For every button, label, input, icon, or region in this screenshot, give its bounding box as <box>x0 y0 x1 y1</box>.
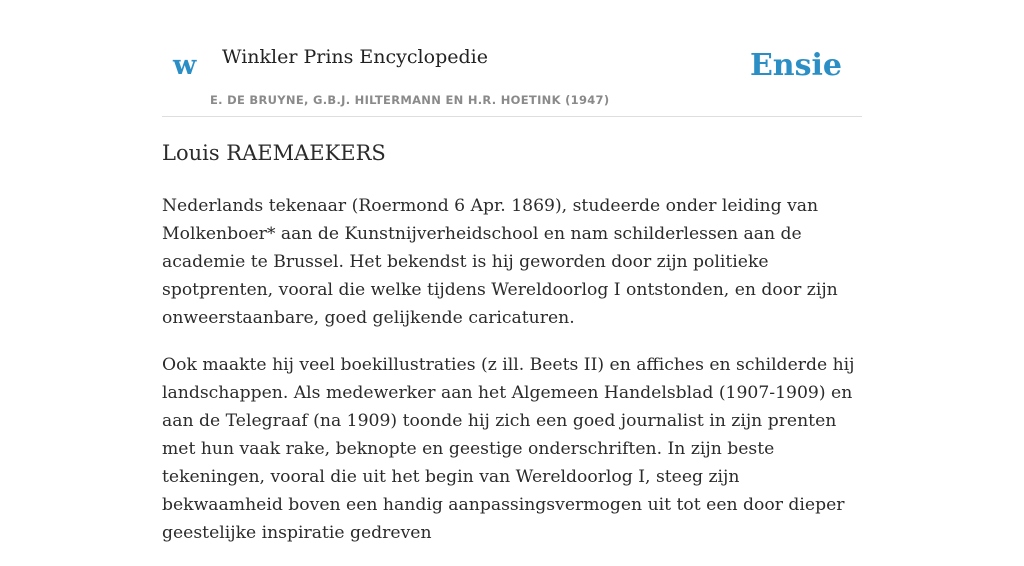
article-page <box>162 0 862 543</box>
article-body <box>162 192 862 566</box>
ensie-logo[interactable]: Ensie <box>749 48 842 83</box>
entry-title: Louis RAEMAEKERS <box>162 141 386 165</box>
paragraph: Ook maakte hij veel boekillustraties (z ill. Beets II) en affiches en schilderde hij landschappen. Als medewerker aan het Algemeen Handelsblad (1907-1909) en aan de Telegraaf (na 1909) toonde hij zich een goed journalist in zijn prenten met hun vaak rake, beknopte en geestige onderschriften. In zijn beste tekeningen, vooral die uit het begin van Wereldoorlog I, steeg zijn bekwaamheid boven een handig aanpassingsvermogen uit tot een door dieper geestelijke inspiratie gedreven <box>162 355 855 543</box>
source-header <box>162 0 862 117</box>
paragraph: Nederlands tekenaar (Roermond 6 Apr. 1869), studeerde onder leiding van Molkenboer* aan de Kunstnijverheidschool en nam schilderlessen aan de academie te Brussel. Het bekendst is hij geworden door zijn politieke spotprenten, vooral die welke tijdens Wereldoorlog I ontstonden, en door zijn onweerstaanbare, goed gelijkende caricaturen. <box>162 196 838 328</box>
source-title[interactable]: Winkler Prins Encyclopedie <box>222 46 488 68</box>
source-authors: E. DE BRUYNE, G.B.J. HILTERMANN EN H.R. HOETINK (1947) <box>210 93 610 107</box>
winkler-prins-logo[interactable]: w <box>173 50 197 81</box>
